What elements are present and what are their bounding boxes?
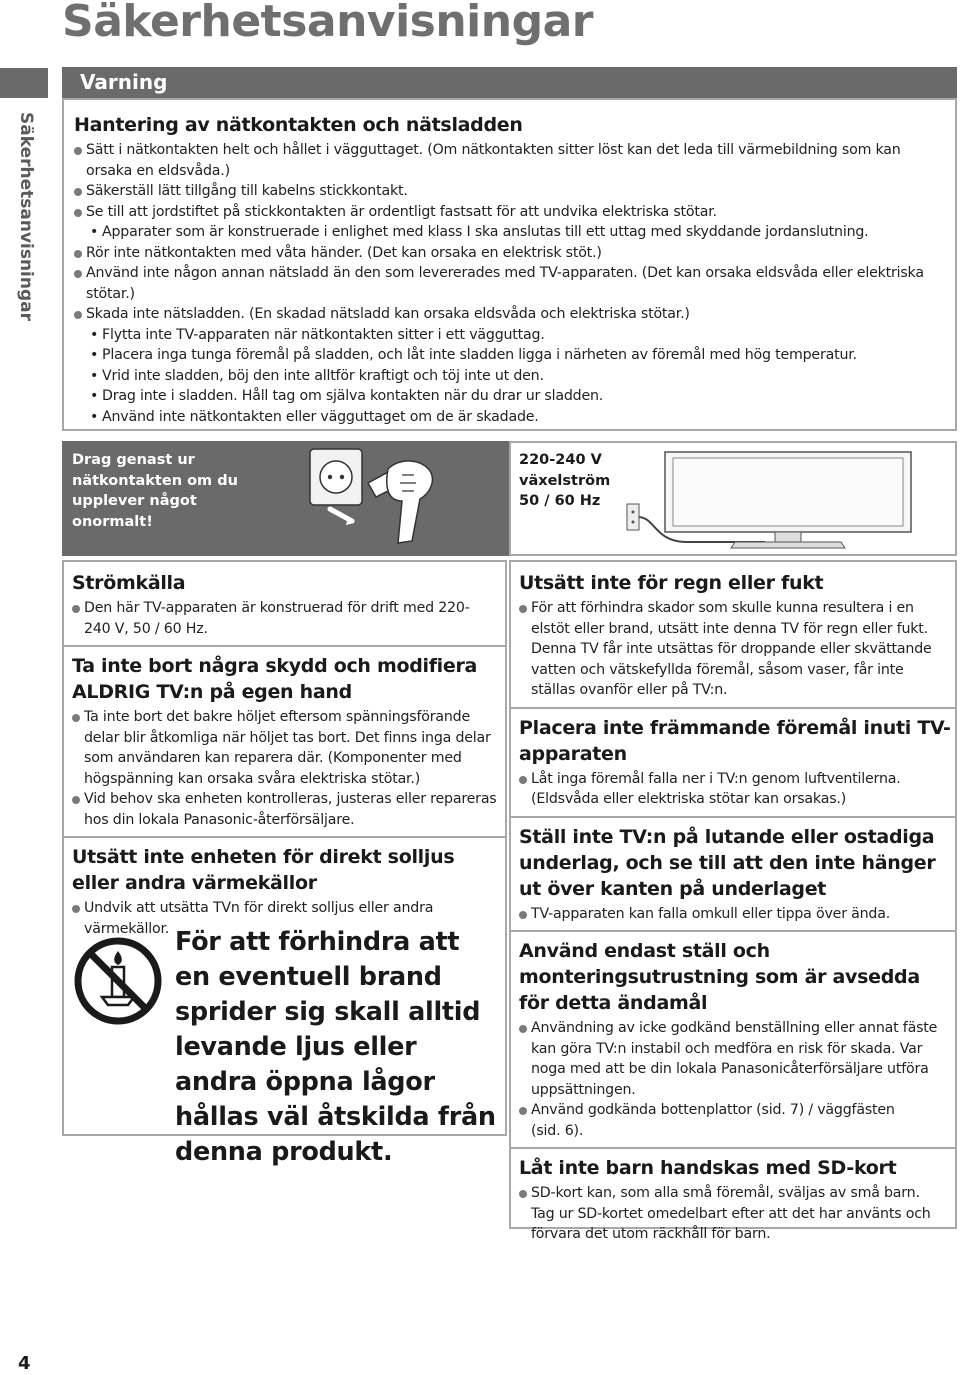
item-text: förvara det utom räckhåll för barn. [531,1226,771,1242]
item-text: Använd inte någon annan nätsladd än den som levererades med TV-apparaten. (Det kan orsaka eldsvåda eller elektriska [86,265,924,281]
bullet-dot-icon [74,311,82,319]
bullet-item [519,1183,955,1204]
bullet-dot-icon [519,605,527,613]
right-sections [519,570,955,1245]
warning-heading: Varning [62,67,957,98]
section-title: Låt inte barn handskas med SD-kort [519,1157,897,1179]
bullet-continuation [519,619,955,640]
item-text: Låt inga föremål falla ner i TV:n genom luftventilerna. [531,770,901,787]
bullet-item [74,243,955,264]
item-text: orsaka en eldsvåda.) [86,162,230,179]
item-text: TV-apparaten kan falla omkull eller tippa över ända. [531,905,891,922]
sub-bullet-icon: • [90,224,99,240]
section-divider [511,816,955,818]
side-tab-label: Säkerhetsanvisningar [16,112,36,322]
sub-list-item [74,407,955,428]
sub-bullet-icon: • [90,367,99,384]
section-title: Utsätt inte för regn eller fukt [519,572,824,594]
bullet-continuation [72,810,505,831]
item-text: Användning av icke godkänd benställning eller annat fäste [531,1020,938,1036]
bullet-item [519,1100,955,1121]
bullet-dot-icon [72,714,80,722]
section-title: Utsätt inte enheten för direkt solljus eller andra värmekällor [72,846,455,894]
item-text: Apparater som är konstruerade i enlighet med klass I ska anslutas till ett uttag med skyddande jordanslutning. [102,224,869,240]
bullet-item [72,898,505,919]
wall-socket-hand-illustration [290,441,460,556]
item-text: (Eldsvåda eller elektriska stötar kan orsakas.) [531,791,847,807]
item-text: Denna TV får inte utsättas för droppande eller skvättande [531,641,932,657]
bullet-continuation [519,1080,955,1101]
bullet-continuation [519,639,955,660]
bullet-item [519,904,955,925]
bullet-continuation [519,1039,955,1060]
left-sections [72,570,505,939]
item-text: kan göra TV:n instabil och medföra en risk för skada. Var [531,1040,923,1057]
bullet-dot-icon [519,1107,527,1115]
item-text: Placera inga tunga föremål på sladden, och låt inte sladden ligga i närheten av föremål med hög temperatur. [102,347,857,363]
bullet-dot-icon [74,209,82,217]
section-title: Strömkälla [72,572,186,594]
warning-list [74,140,955,427]
section-divider [511,707,955,709]
warning-box [62,98,957,431]
bullet-continuation [519,660,955,681]
item-text: noga med att be din lokala Panasonicåterförsäljare utföra [531,1061,929,1077]
item-text: Drag inte i sladden. Håll tag om själva kontakten när du drar ur sladden. [102,388,604,404]
bullet-dot-icon [72,796,80,804]
page-title: Säkerhetsanvisningar [62,0,593,47]
bullet-continuation [519,1059,955,1080]
item-text: Se till att jordstiftet på stickkontakten är ordentligt fastsatt för att undvika elektriska stötar. [86,203,717,220]
item-text: För att förhindra skador som skulle kunna resultera i en [531,600,914,616]
bullet-continuation [74,284,955,305]
item-text: värmekällor. [84,920,170,937]
item-text: Vid behov ska enheten kontrolleras, justeras eller repareras [84,791,497,807]
sub-list-item [74,386,955,407]
no-candle-icon [72,935,164,1027]
bullet-continuation [72,748,505,769]
bullet-dot-icon [519,911,527,919]
section-divider [64,836,505,838]
unplug-notice: Drag genast ur nätkontakten om du upplever något onormalt! [72,452,238,530]
item-text: stötar.) [86,285,135,302]
item-text: Undvik att utsätta TVn för direkt solljus eller andra [84,900,434,916]
item-text: vatten och vätskefyllda föremål, såsom vaser, får inte [531,661,904,678]
section-divider [511,1147,955,1149]
sub-bullet-icon: • [90,388,99,404]
item-text: hos din lokala Panasonic-återförsäljare. [84,811,355,828]
tv-illustration [615,446,945,552]
bullet-item [72,707,505,728]
bullet-item [74,263,955,284]
bullet-dot-icon [519,776,527,784]
item-text: högspänning kan orsaka svåra elektriska stötar.) [84,770,421,787]
item-text: Flytta inte TV-apparaten när nätkontakten sitter i ett vägguttag. [102,326,545,343]
bullet-item [519,1018,955,1039]
item-text: Sätt i nätkontakten helt och hållet i vägguttaget. (Om nätkontakten sitter löst kan det leda till värmebildning som kan [86,142,901,158]
item-text: (sid. 6). [531,1122,584,1139]
item-text: Vrid inte sladden, böj den inte alltför kraftigt och töj inte ut den. [102,367,544,384]
bullet-dot-icon [74,250,82,258]
right-column-box [509,560,957,1242]
item-text: SD-kort kan, som alla små föremål, sväljas av små barn. [531,1185,920,1201]
bullet-continuation [519,1204,955,1225]
bullet-item [519,598,955,619]
bullet-continuation [519,1121,955,1142]
section-divider [64,645,505,647]
sub-list-item [74,345,955,366]
bullet-item [72,789,505,810]
bullet-dot-icon [74,270,82,278]
bullet-dot-icon [74,188,82,196]
bullet-dot-icon [519,1025,527,1033]
section-title: Placera inte främmande föremål inuti TV-apparaten [519,716,951,765]
item-text: Den här TV-apparaten är konstruerad för drift med 220- [84,600,470,616]
section-divider [511,930,955,932]
bullet-item [72,598,505,619]
bullet-item [74,140,955,161]
sub-list-item [74,366,955,387]
item-text: Rör inte nätkontakten med våta händer. (Det kan orsaka en elektrisk stöt.) [86,244,602,261]
sub-bullet-icon: • [90,408,99,425]
bullet-continuation [74,161,955,182]
bullet-item [74,304,955,325]
bullet-item [74,181,955,202]
bullet-continuation [72,619,505,640]
section-title: Använd endast ställ och monteringsutrustning som är avsedda för detta ändamål [519,940,920,1014]
sub-bullet-icon: • [90,326,99,343]
section-title: Hantering av nätkontakten och nätsladden [74,114,523,136]
bullet-dot-icon [74,147,82,155]
bullet-continuation [519,680,955,701]
bullet-item [519,769,955,790]
bullet-item [74,202,955,223]
sub-list-item [74,222,955,243]
item-text: uppsättningen. [531,1081,636,1098]
item-text: delar blir åtkomliga när höljet tas bort. Det finns inga delar [84,729,491,746]
bullet-continuation [72,769,505,790]
bullet-continuation [72,728,505,749]
bullet-continuation [519,789,955,810]
item-text: Använd inte nätkontakten eller vägguttaget om de är skadade. [102,408,539,425]
item-text: som användaren kan reparera där. (Komponenter med [84,750,462,766]
item-text: Använd godkända bottenplattor (sid. 7) / väggfästen [531,1102,895,1118]
side-tab-marker [0,68,48,98]
sub-list-item [74,325,955,346]
item-text: 240 V, 50 / 60 Hz. [84,620,208,637]
bullet-dot-icon [72,905,80,913]
item-text: Tag ur SD-kortet omedelbart efter att det har använts och [531,1205,931,1222]
item-text: Ta inte bort det bakre höljet eftersom spänningsförande [84,709,471,725]
section-title: Ställ inte TV:n på lutande eller ostadiga underlag, och se till att den inte hänger ut över kanten på underlaget [519,825,936,900]
item-text: ställas ovanför eller på TV:n. [531,682,728,698]
voltage-label: 220-240 V växelström 50 / 60 Hz [519,452,611,509]
bullet-dot-icon [72,605,80,613]
sub-bullet-icon: • [90,347,99,363]
bullet-dot-icon [519,1190,527,1198]
item-text: Skada inte nätsladden. (En skadad nätsladd kan orsaka eldsvåda och elektriska stötar.) [86,306,690,322]
item-text: elstöt eller brand, utsätt inte denna TV för regn eller fukt. [531,620,928,637]
bullet-continuation [519,1224,955,1245]
page-number: 4 [18,1353,31,1374]
item-text: Säkerställ lätt tillgång till kabelns stickkontakt. [86,183,408,199]
section-title: Ta inte bort några skydd och modifiera ALDRIG TV:n på egen hand [72,655,478,703]
candle-warning-text: För att förhindra att en eventuell brand sprider sig skall alltid levande ljus eller andra öppna lågor hållas väl åtskilda från denna produkt. [175,927,496,1167]
